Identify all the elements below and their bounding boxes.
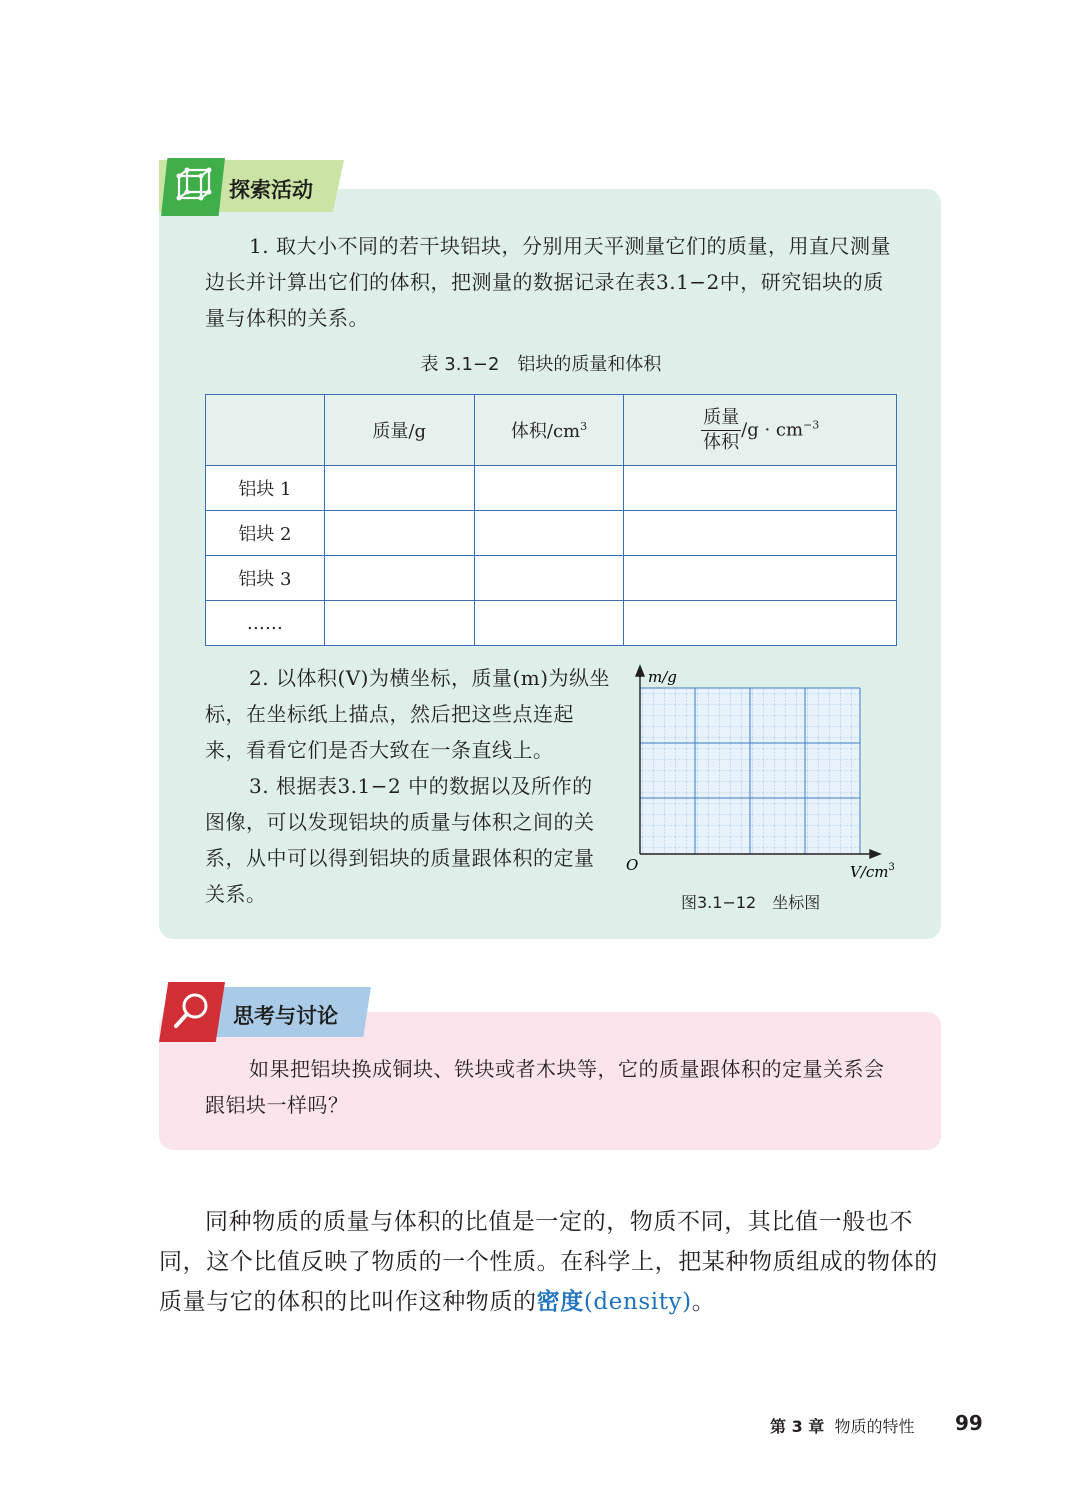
cell bbox=[624, 556, 897, 601]
cell bbox=[324, 601, 474, 646]
page-number: 99 bbox=[955, 1411, 983, 1435]
body-text-end: 。 bbox=[691, 1289, 716, 1315]
explore-activity-header bbox=[159, 160, 344, 212]
table-row bbox=[206, 466, 897, 511]
header-mass: 质量/g bbox=[324, 395, 474, 466]
chapter-footer bbox=[770, 1414, 914, 1437]
row-label: 铝块 1 bbox=[206, 466, 325, 511]
discussion-title: 思考与讨论 bbox=[233, 1004, 338, 1028]
discussion-header bbox=[159, 982, 371, 1042]
header-volume: 体积$/cm^3$ bbox=[474, 395, 624, 466]
magnifier-icon bbox=[159, 982, 225, 1042]
coordinate-graph bbox=[620, 660, 910, 894]
cell bbox=[474, 601, 624, 646]
key-term-english: (density) bbox=[583, 1289, 692, 1315]
table-row bbox=[206, 556, 897, 601]
body-paragraph bbox=[159, 1202, 941, 1322]
y-axis-label: m/g bbox=[648, 668, 677, 686]
cell bbox=[624, 601, 897, 646]
cell bbox=[474, 511, 624, 556]
cell bbox=[624, 466, 897, 511]
cell bbox=[624, 511, 897, 556]
step-2-text: 2. 以体积(V)为横坐标，质量(m)为纵坐标，在坐标纸上描点，然后把这些点连起来，看看它们是否大致在一条直线上。 bbox=[205, 666, 611, 762]
origin-label: O bbox=[626, 856, 639, 874]
table-row bbox=[206, 511, 897, 556]
row-label: 铝块 3 bbox=[206, 556, 325, 601]
cell bbox=[324, 466, 474, 511]
chapter-title: 物质的特性 bbox=[834, 1417, 915, 1436]
explore-activity-title: 探索活动 bbox=[229, 178, 313, 202]
chapter-number: 第 3 章 bbox=[770, 1417, 825, 1436]
cell bbox=[474, 466, 624, 511]
x-axis-label: $V/cm^3$ bbox=[850, 862, 895, 881]
cell bbox=[474, 556, 624, 601]
step-1-text: 1. 取大小不同的若干块铝块，分别用天平测量它们的质量，用直尺测量边长并计算出它们的体积，把测量的数据记录在表3.1−2中，研究铝块的质量与体积的关系。 bbox=[205, 234, 891, 330]
cell bbox=[324, 511, 474, 556]
body-text: 同种物质的质量与体积的比值是一定的，物质不同，其比值一般也不同，这个比值反映了物质的一个性质。在科学上，把某种物质组成的物体的质量与它的体积的比叫作这种物质的 bbox=[159, 1209, 938, 1315]
key-term: 密度 bbox=[536, 1289, 584, 1315]
step-3-text: 3. 根据表3.1−2 中的数据以及所作的图像，可以发现铝块的质量与体积之间的关系，从中可以得到铝块的质量跟体积的定量关系。 bbox=[205, 774, 595, 906]
cube-icon bbox=[161, 158, 225, 216]
row-label: …… bbox=[206, 601, 325, 646]
discussion-text: 如果把铝块换成铜块、铁块或者木块等，它的质量跟体积的定量关系会跟铝块一样吗？ bbox=[205, 1057, 885, 1117]
figure-caption: 图3.1−12 坐标图 bbox=[681, 893, 821, 912]
header-ratio: $\frac{\text{质量}}{\text{体积}}$ $/g \cdot cm^{-3}$ bbox=[624, 395, 897, 466]
cell bbox=[324, 556, 474, 601]
row-label: 铝块 2 bbox=[206, 511, 325, 556]
table-header-row bbox=[206, 395, 897, 466]
data-table bbox=[205, 394, 897, 646]
header-empty-cell bbox=[206, 395, 325, 466]
table-caption: 表 3.1−2 铝块的质量和体积 bbox=[420, 354, 662, 375]
table-row bbox=[206, 601, 897, 646]
